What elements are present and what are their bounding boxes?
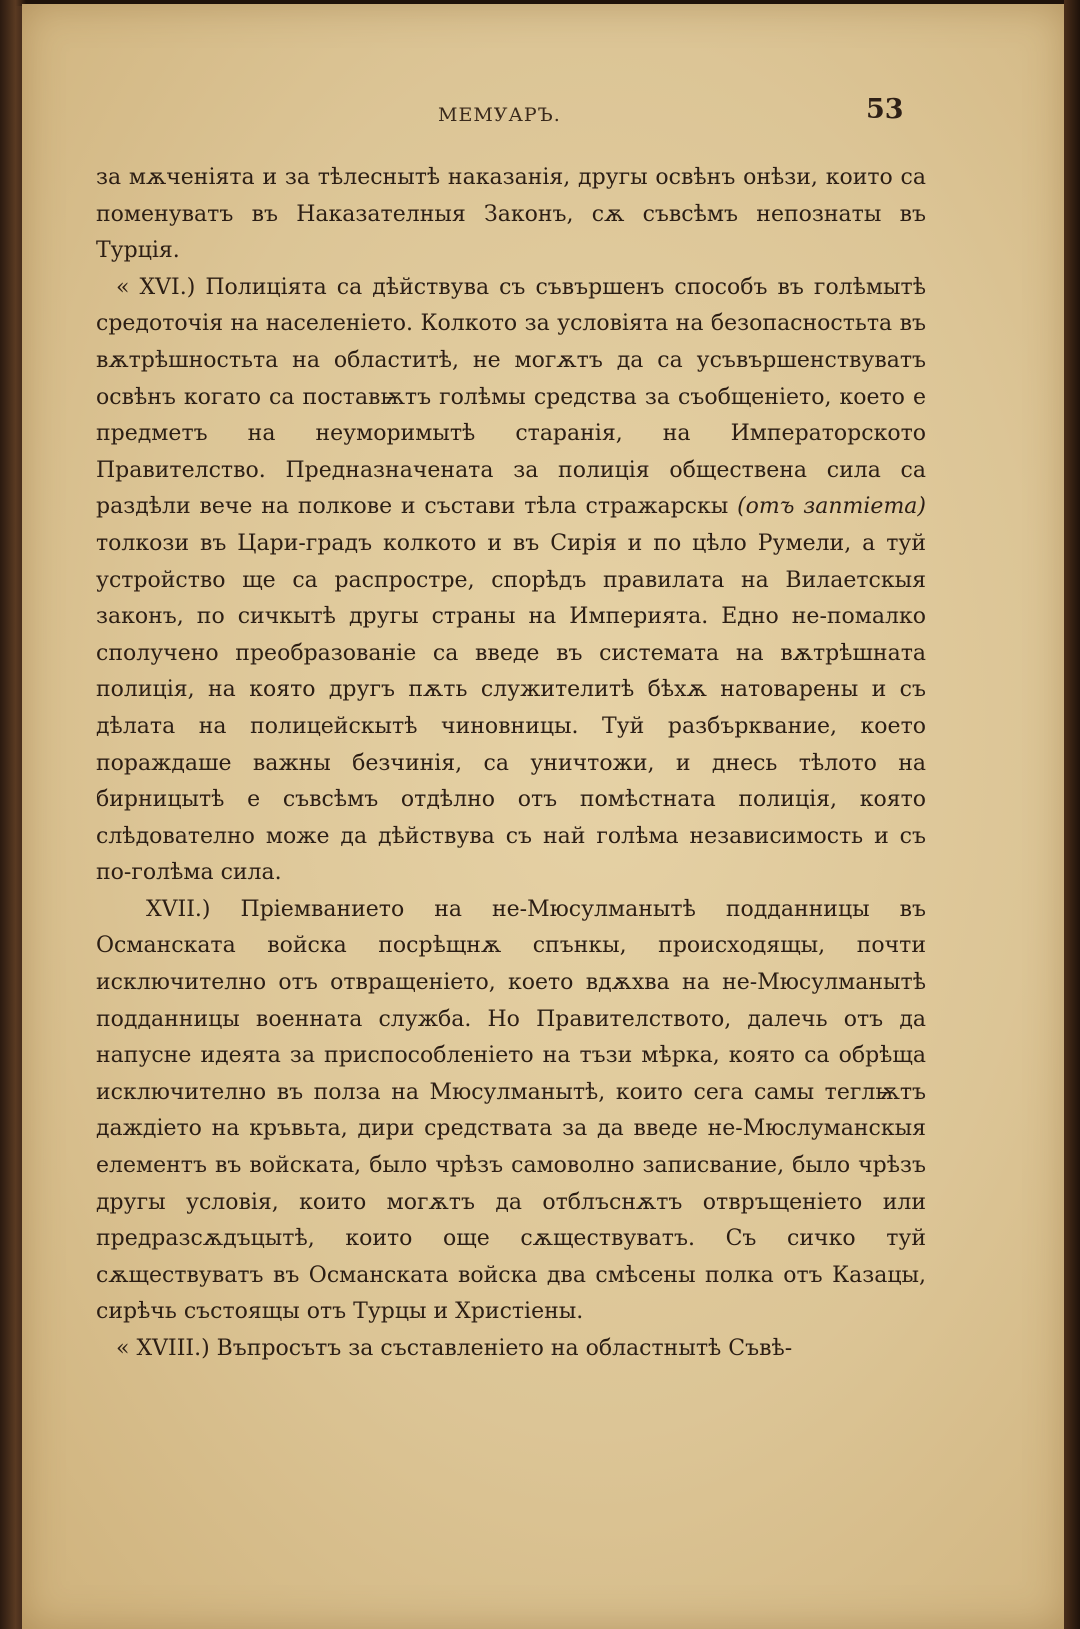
body-text bbox=[96, 160, 926, 1368]
paragraph-1: за мѫченiята и за тѣлеснытѣ наказанiя, другы освѣнъ онѣзи, които са поменуватъ въ Наказателныя Законъ, сѫ съвсѣмъ непознаты въ Турцiя. bbox=[96, 165, 926, 264]
right-edge bbox=[1064, 0, 1080, 1629]
paragraph-xvi bbox=[96, 270, 926, 892]
page-number: 53 bbox=[866, 94, 904, 125]
paragraph-xvi-rest: толкози въ Цари-градъ колкото и въ Сирiя и по цѣло Румели, а туй устройство ще са распростре, спорѣдъ правилата на Вилаетскыя законъ, по сичкытѣ другы страны на Империята. Едно не-помалко сполучено преобразованiе са введе въ системата на вѫтрѣшната полицiя, на която другъ пѫть служителитѣ бѣхѫ натоварены и съ дѣлата на полицейскытѣ чиновницы. Туй разбърквание, което пораждаше важны безчинiя, са уничтожи, и днесь тѣлото на бирницытѣ е съвсѣмъ отдѣлно отъ помѣстната полицiя, която слѣдователно може да дѣйствува съ най голѣма независимость и съ по-голѣма сила. bbox=[96, 530, 926, 886]
paragraph-xviii: « XVIII.) Въпросътъ за съставленiето на областнытѣ Съвѣ- bbox=[116, 1336, 793, 1361]
running-title: МЕМУАРЪ. bbox=[438, 104, 561, 126]
paragraph-xvii: XVII.) Прiемванието на не-Мюсулманытѣ подданницы въ Османската войска посрѣщнѫ спънкы, происходящы, почти исключително отъ отвращенiето, което вдѫхва на не-Мюсулманытѣ подданницы военната служба. Но Правителството, далечь отъ да напусне идеята за приспособленiето на тъзи мѣрка, която са обрѣща исключително въ полза на Мюсулманытѣ, които сега самы теглѭтъ даждiето на кръвьта, дири средствата за да введе не-Мюслуманскыя елементъ въ войската, было чрѣзъ самоволно записвание, было чрѣзъ другы условiя, които могѫтъ да отблъснѫтъ отвръщенiето или предразсѫдъцытѣ, които още сѫществуватъ. Съ сичко туй сѫществуватъ въ Османската войска два смѣсены полка отъ Казацы, сирѣчь състоящы отъ Турцы и Христiены. bbox=[96, 896, 926, 1325]
paragraph-xvi-italic: (отъ заптiета) bbox=[737, 494, 927, 520]
paragraph-xvi-lead: « XVI.) Полицiята са дѣйствува съ съвършенъ способъ въ голѣмытѣ средоточiя на населенiето. Колкото за условiята на безопасностьта въ вѫтрѣшностьта на областитѣ, не могѫтъ да са усъвършенствуватъ освѣнъ когато са поставѭтъ голѣмы средства за съобщенiето, което е предметъ на неуморимытѣ старанiя, на Императорското Правителство. Предназначената за полицiя обществена сила са раздѣли вече на полкове и състави тѣла стражарскы bbox=[96, 274, 926, 520]
